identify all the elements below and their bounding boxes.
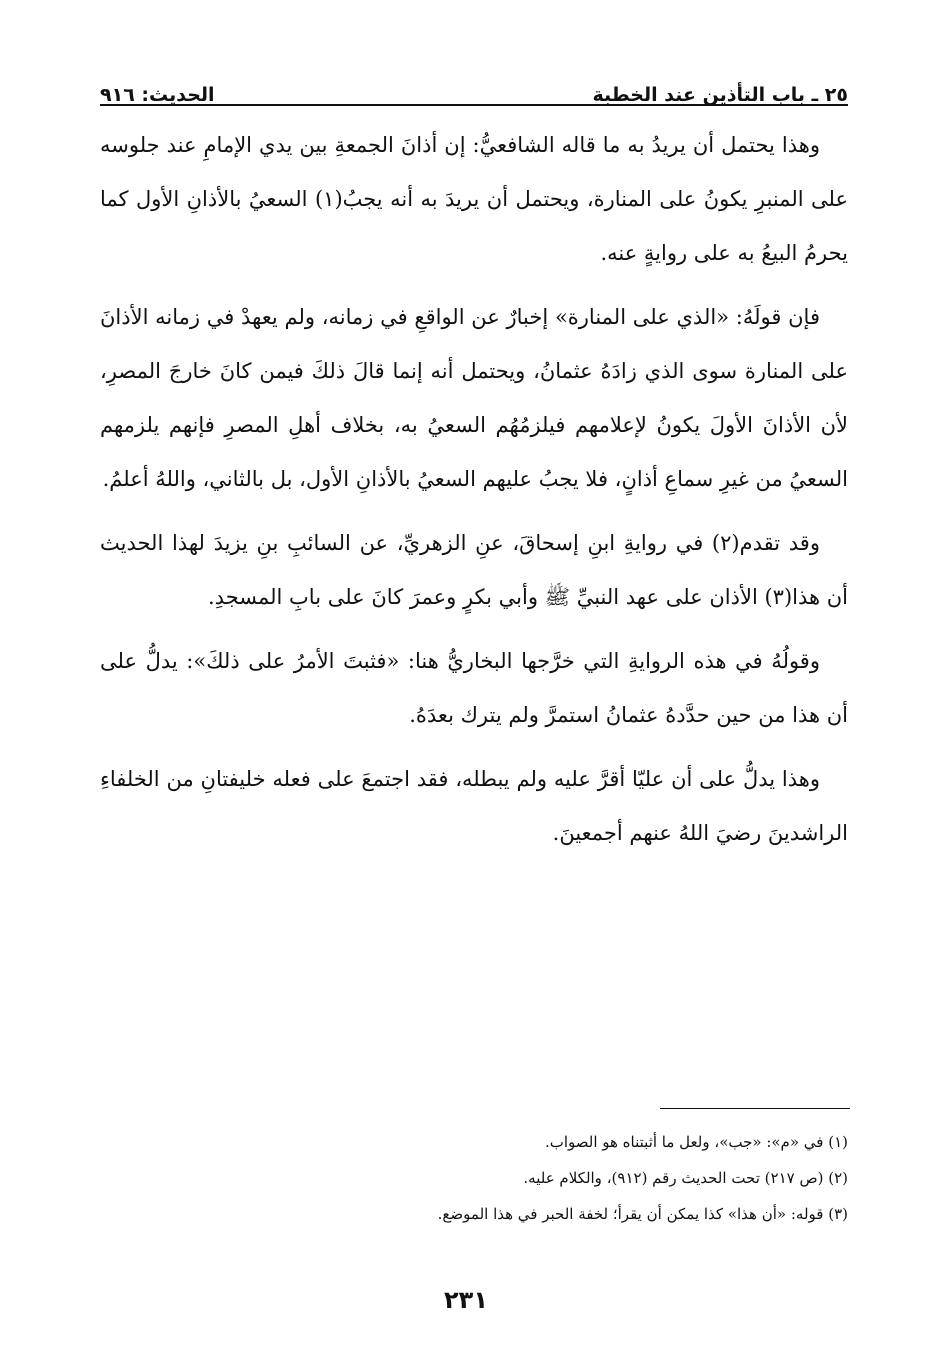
page-number: ٢٣١	[444, 1286, 488, 1314]
header-divider	[100, 104, 848, 106]
footnote: (٢) (ص ٢١٧) تحت الحديث رقم (٩١٢)، والكلام عليه.	[523, 1169, 848, 1187]
paragraph: وهذا يحتمل أن يريدُ به ما قاله الشافعيُّ: إن أذانَ الجمعةِ بين يدي الإمامِ عند جلوسه على المنبرِ يكونُ على المنارة، ويحتمل أن يريدَ به أنه يجبُ(١) السعيُ بالأذانِ الأول كما يحرمُ البيعُ به على روايةٍ عنه.	[100, 133, 848, 265]
paragraph: وهذا يدلُّ على أن عليّا أقرَّ عليه ولم يبطله، فقد اجتمعَ على فعله خليفتانِ من الخلفاءِ الراشدينَ رضيَ اللهُ عنهم أجمعينَ.	[100, 767, 848, 845]
paragraph: فإن قولَهُ: «الذي على المنارة» إخبارٌ عن الواقعِ في زمانه، ولم يعهدْ في زمانه الأذانَ على المنارة سوى الذي زادَهُ عثمانُ، ويحتمل أنه إنما قالَ ذلكَ فيمن كانَ خارجَ المصرِ، لأن الأذانَ الأولَ يكونُ لإعلامهم فيلزمُهُم السعيُ به، بخلاف أهلِ المصرِ فإنهم يلزمهم السعيُ من غيرِ سماعِ أذانٍ، فلا يجبُ عليهم السعيُ بالأذانِ الأول، بل بالثاني، واللهُ أعلمُ.	[100, 305, 848, 491]
running-header	[100, 66, 848, 106]
hadith-number: الحديث: ٩١٦	[100, 84, 215, 106]
paragraph: وقد تقدم(٢) في روايةِ ابنِ إسحاقَ، عنِ الزهريِّ، عن السائبِ بنِ يزيدَ لهذا الحديث أن هذا(٣) الأذان على عهد النبيِّ ﷺ وأبي بكرٍ وعمرَ كانَ على بابِ المسجدِ.	[100, 531, 848, 609]
chapter-title: ٢٥ ـ باب التأذين عند الخطبة	[592, 84, 848, 106]
footnote: (٣) قوله: «أن هذا» كذا يمكن أن يقرأ؛ لخفة الحبر في هذا الموضع.	[437, 1205, 848, 1223]
main-text	[100, 118, 848, 870]
footnote: (١) في «م»: «جب»، ولعل ما أثبتناه هو الصواب.	[544, 1133, 848, 1151]
paragraph: وقولُهُ في هذه الروايةِ التي خرَّجها البخاريُّ هنا: «فثبتَ الأمرُ على ذلكَ»: يدلُّ على أن هذا من حين حدَّدهُ عثمانُ استمرَّ ولم يترك بعدَهُ.	[100, 649, 848, 727]
footnote-divider	[660, 1108, 850, 1109]
footnotes	[100, 1124, 848, 1232]
